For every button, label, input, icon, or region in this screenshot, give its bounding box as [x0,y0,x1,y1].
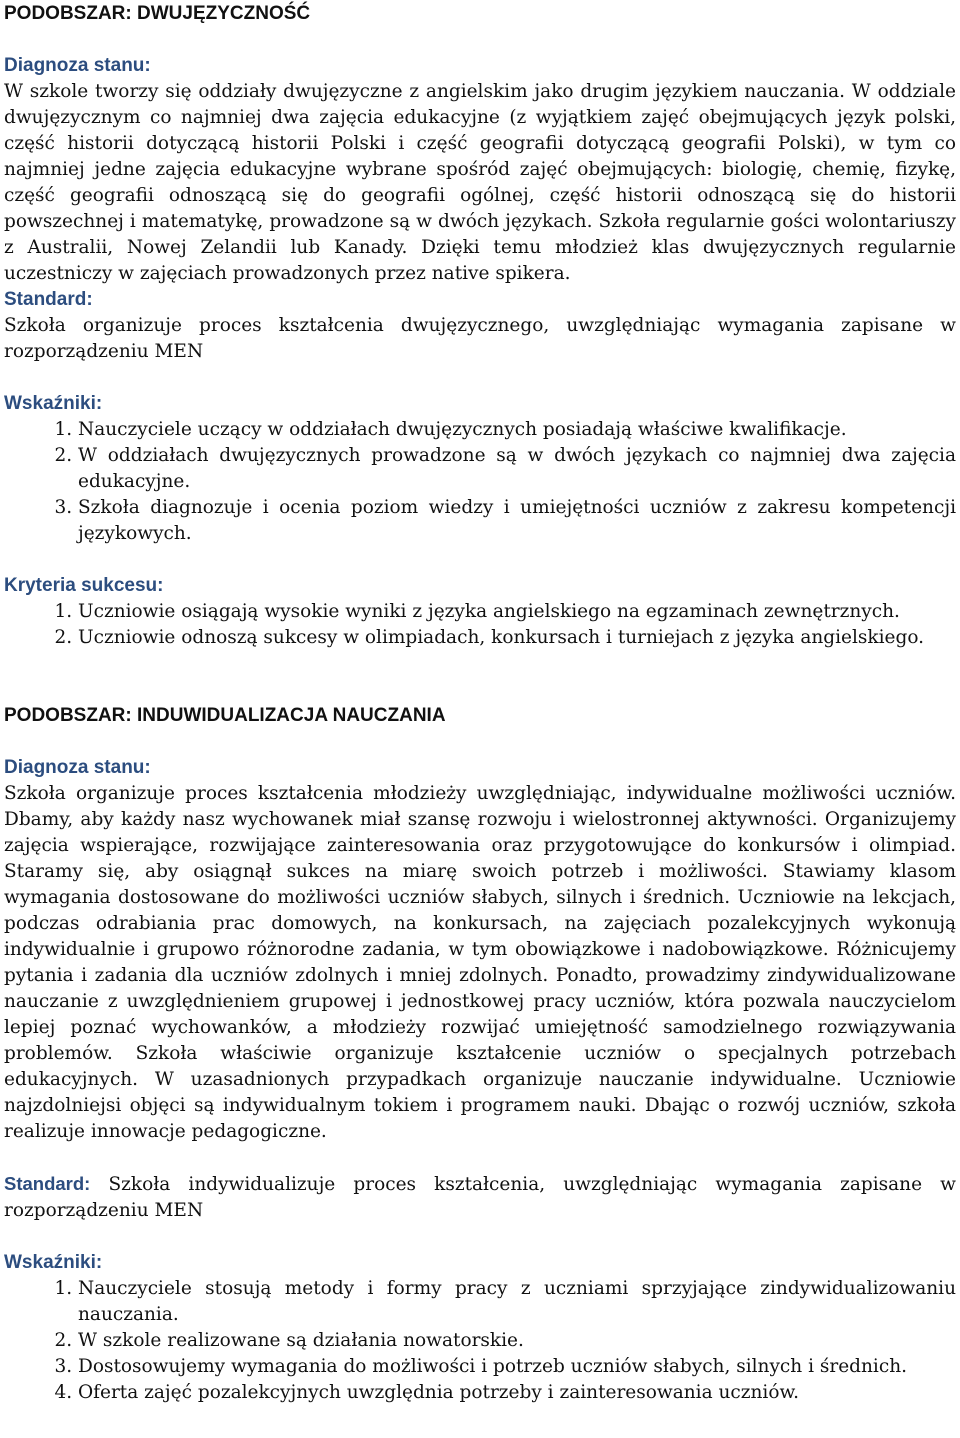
list-item: 3. Szkoła diagnozuje i ocenia poziom wiedzy i umiejętności uczniów z zakresu kompetencji językowych. [78,495,956,547]
section-individualization [4,703,956,1406]
indicators-list [4,417,956,547]
criteria-label: Kryteria sukcesu: [4,575,164,596]
indicators-label: Wskaźniki: [4,393,103,414]
diagnosis-text: W szkole tworzy się oddziały dwujęzyczne z angielskim jako drugim językiem nauczania. W oddziale dwujęzycznym co najmniej dwa zajęcia edukacyjne (z wyjątkiem zajęć obejmujących język polski, część historii dotyczącą historii Polski i część geografii dotyczącą geografii Polski), w tym co najmniej jedne zajęcia edukacyjne wybrane spośród zajęć obejmujących: biologię, chemię, fizykę, część geografii odnoszącą się do geografii ogólnej, część historii odnoszącą się do historii powszechnej i matematykę, prowadzone są w dwóch językach. Szkoła regularnie gości wolontariuszy z Australii, Nowej Zelandii lub Kanady. Dzięki temu młodzież klas dwujęzycznych regularnie uczestniczy w zajęciach prowadzonych przez native spikera. [4,81,956,284]
section-heading: PODOBSZAR: INDUWIDUALIZACJA NAUCZANIA [4,705,446,726]
standard-text: Szkoła organizuje proces kształcenia dwujęzycznego, uwzględniając wymagania zapisane w rozporządzeniu MEN [4,315,956,362]
diagnosis-text: Szkoła organizuje proces kształcenia młodzieży uwzględniając, indywidualne możliwości uczniów. Dbamy, aby każdy nasz wychowanek miał szansę rozwoju i wielostronnej aktywności. Organizujemy zajęcia wspierające, rozwijające zainteresowania oraz przygotowujące do konkursów i olimpiad. Staramy się, aby osiągnął sukces na miarę swoich potrzeb i możliwości. Stawiamy klasom wymagania dostosowane do możliwości uczniów słabych, silnych i średnich. Uczniowie na lekcjach, podczas odrabiania prac domowych, na konkursach, na zajęciach pozalekcyjnych wykonują indywidualnie i grupowo różnorodne zadania, w tym obowiązkowe i nadobowiązkowe. Różnicujemy pytania i zadania dla uczniów zdolnych i mniej zdolnych. Ponadto, prowadzimy zindywidualizowane nauczanie z uwzględnieniem grupowej i jednostkowej pracy uczniów, która pozwala nauczycielom lepiej poznać wychowanków, a młodzieży rozwijać umiejętność samodzielnego rozwiązywania problemów. Szkoła właściwie organizuje kształcenie uczniów o specjalnych potrzebach edukacyjnych. W uzasadnionych przypadkach organizuje nauczanie indywidualne. Uczniowie najzdolniejsi objęci są indywidualnym tokiem i programem nauki. Dbając o rozwój uczniów, szkoła realizuje innowacje pedagogiczne. [4,783,956,1142]
diagnosis-label: Diagnoza stanu: [4,55,151,76]
criteria-list [4,599,956,651]
list-item: 3. Dostosowujemy wymagania do możliwości i potrzeb uczniów słabych, silnych i średnich. [78,1354,956,1380]
standard-text: Szkoła indywidualizuje proces kształcenia, uwzględniając wymagania zapisane w rozporządzeniu MEN [4,1174,956,1221]
list-item: 4. Oferta zajęć pozalekcyjnych uwzględnia potrzeby i zainteresowania uczniów. [78,1380,956,1406]
standard-label: Standard: [4,289,93,310]
list-item: 2. W szkole realizowane są działania nowatorskie. [78,1328,956,1354]
indicators-label: Wskaźniki: [4,1252,103,1273]
section-heading: PODOBSZAR: DWUJĘZYCZNOŚĆ [4,3,311,24]
indicators-list [4,1276,956,1406]
list-item: 2. W oddziałach dwujęzycznych prowadzone są w dwóch językach co najmniej dwa zajęcia edukacyjne. [78,443,956,495]
standard-paragraph [4,1171,956,1224]
list-item: 1. Nauczyciele stosują metody i formy pracy z uczniami sprzyjające zindywidualizowaniu nauczania. [78,1276,956,1328]
list-item: 2. Uczniowie odnoszą sukcesy w olimpiadach, konkursach i turniejach z języka angielskiego. [78,625,956,651]
list-item: 1. Nauczyciele uczący w oddziałach dwujęzycznych posiadają właściwe kwalifikacje. [78,417,956,443]
list-item: 1. Uczniowie osiągają wysokie wyniki z języka angielskiego na egzaminach zewnętrznych. [78,599,956,625]
section-bilingualism [4,0,956,651]
diagnosis-label: Diagnoza stanu: [4,757,151,778]
standard-label: Standard: [4,1173,91,1194]
